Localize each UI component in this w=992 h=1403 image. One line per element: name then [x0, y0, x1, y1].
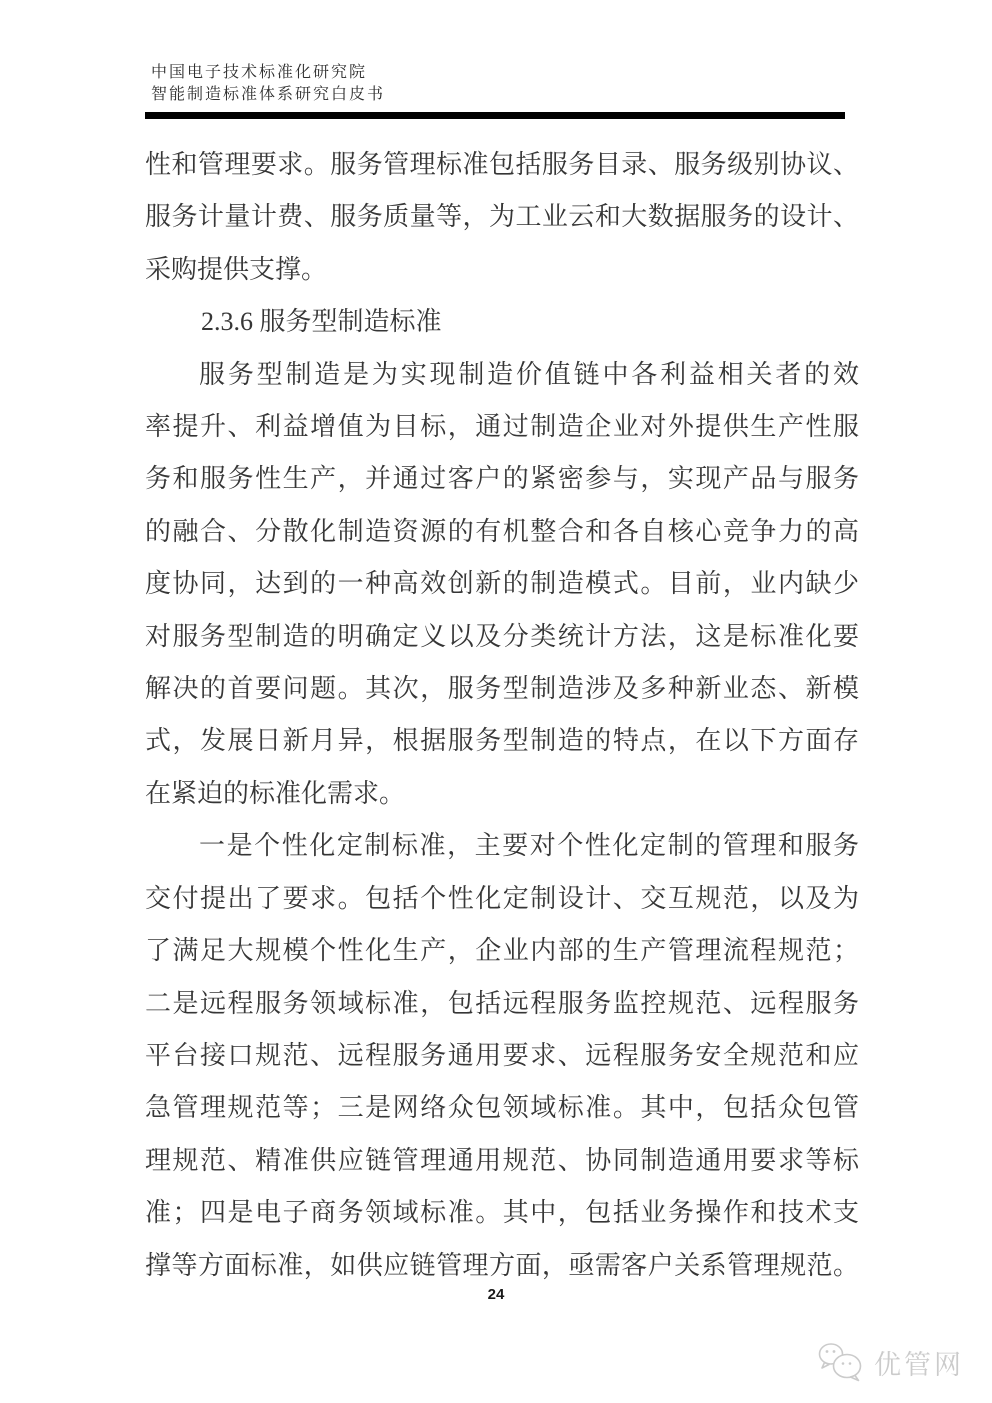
body-line: 务和服务性生产，并通过客户的紧密参与，实现产品与服务 — [145, 464, 859, 494]
body-line: 二是远程服务领域标准，包括远程服务监控规范、远程服务 — [145, 988, 859, 1018]
body-line: 性和管理要求。服务管理标准包括服务目录、服务级别协议、 — [145, 150, 859, 179]
body-line: 解决的首要问题。其次，服务型制造涉及多种新业态、新模 — [145, 674, 859, 704]
page-body — [145, 139, 859, 1292]
body-line: 服务型制造是为实现制造价值链中各利益相关者的效 — [199, 359, 859, 389]
page-header — [151, 62, 385, 106]
body-line: 理规范、精准供应链管理通用规范、协同制造通用要求等标 — [145, 1145, 859, 1175]
wechat-icon — [817, 1341, 865, 1383]
body-line: 一是个性化定制标准，主要对个性化定制的管理和服务 — [199, 831, 859, 861]
body-line: 交付提出了要求。包括个性化定制设计、交互规范，以及为 — [145, 883, 859, 913]
body-line: 采购提供支撑。 — [145, 254, 328, 284]
header-org: 中国电子技术标准化研究院 — [151, 64, 368, 81]
body-line: 平台接口规范、远程服务通用要求、远程服务安全规范和应 — [145, 1040, 859, 1070]
body-line: 撑等方面标准，如供应链管理方面，亟需客户关系管理规范。 — [145, 1250, 859, 1280]
body-line: 对服务型制造的明确定义以及分类统计方法，这是标准化要 — [145, 621, 859, 651]
body-line: 的融合、分散化制造资源的有机整合和各自核心竞争力的高 — [145, 516, 859, 546]
body-line: 了满足大规模个性化生产，企业内部的生产管理流程规范； — [145, 936, 859, 966]
header-doc-title: 智能制造标准体系研究白皮书 — [151, 86, 386, 103]
watermark — [817, 1341, 964, 1383]
page-number: 24 — [487, 1286, 505, 1303]
watermark-label: 优管网 — [874, 1349, 964, 1380]
body-line: 在紧迫的标准化需求。 — [145, 778, 406, 808]
body-line: 急管理规范等；三是网络众包领域标准。其中，包括众包管 — [145, 1093, 859, 1123]
body-line: 度协同，达到的一种高效创新的制造模式。目前，业内缺少 — [145, 569, 859, 599]
body-line: 式，发展日新月异，根据服务型制造的特点，在以下方面存 — [145, 726, 859, 756]
section-heading: 2.3.6 服务型制造标准 — [201, 307, 442, 337]
body-line: 准；四是电子商务领域标准。其中，包括业务操作和技术支 — [145, 1198, 859, 1228]
body-line: 服务计量计费、服务质量等，为工业云和大数据服务的设计、 — [145, 202, 859, 232]
body-line: 率提升、利益增值为目标，通过制造企业对外提供生产性服 — [145, 412, 859, 442]
header-rule — [145, 112, 845, 119]
